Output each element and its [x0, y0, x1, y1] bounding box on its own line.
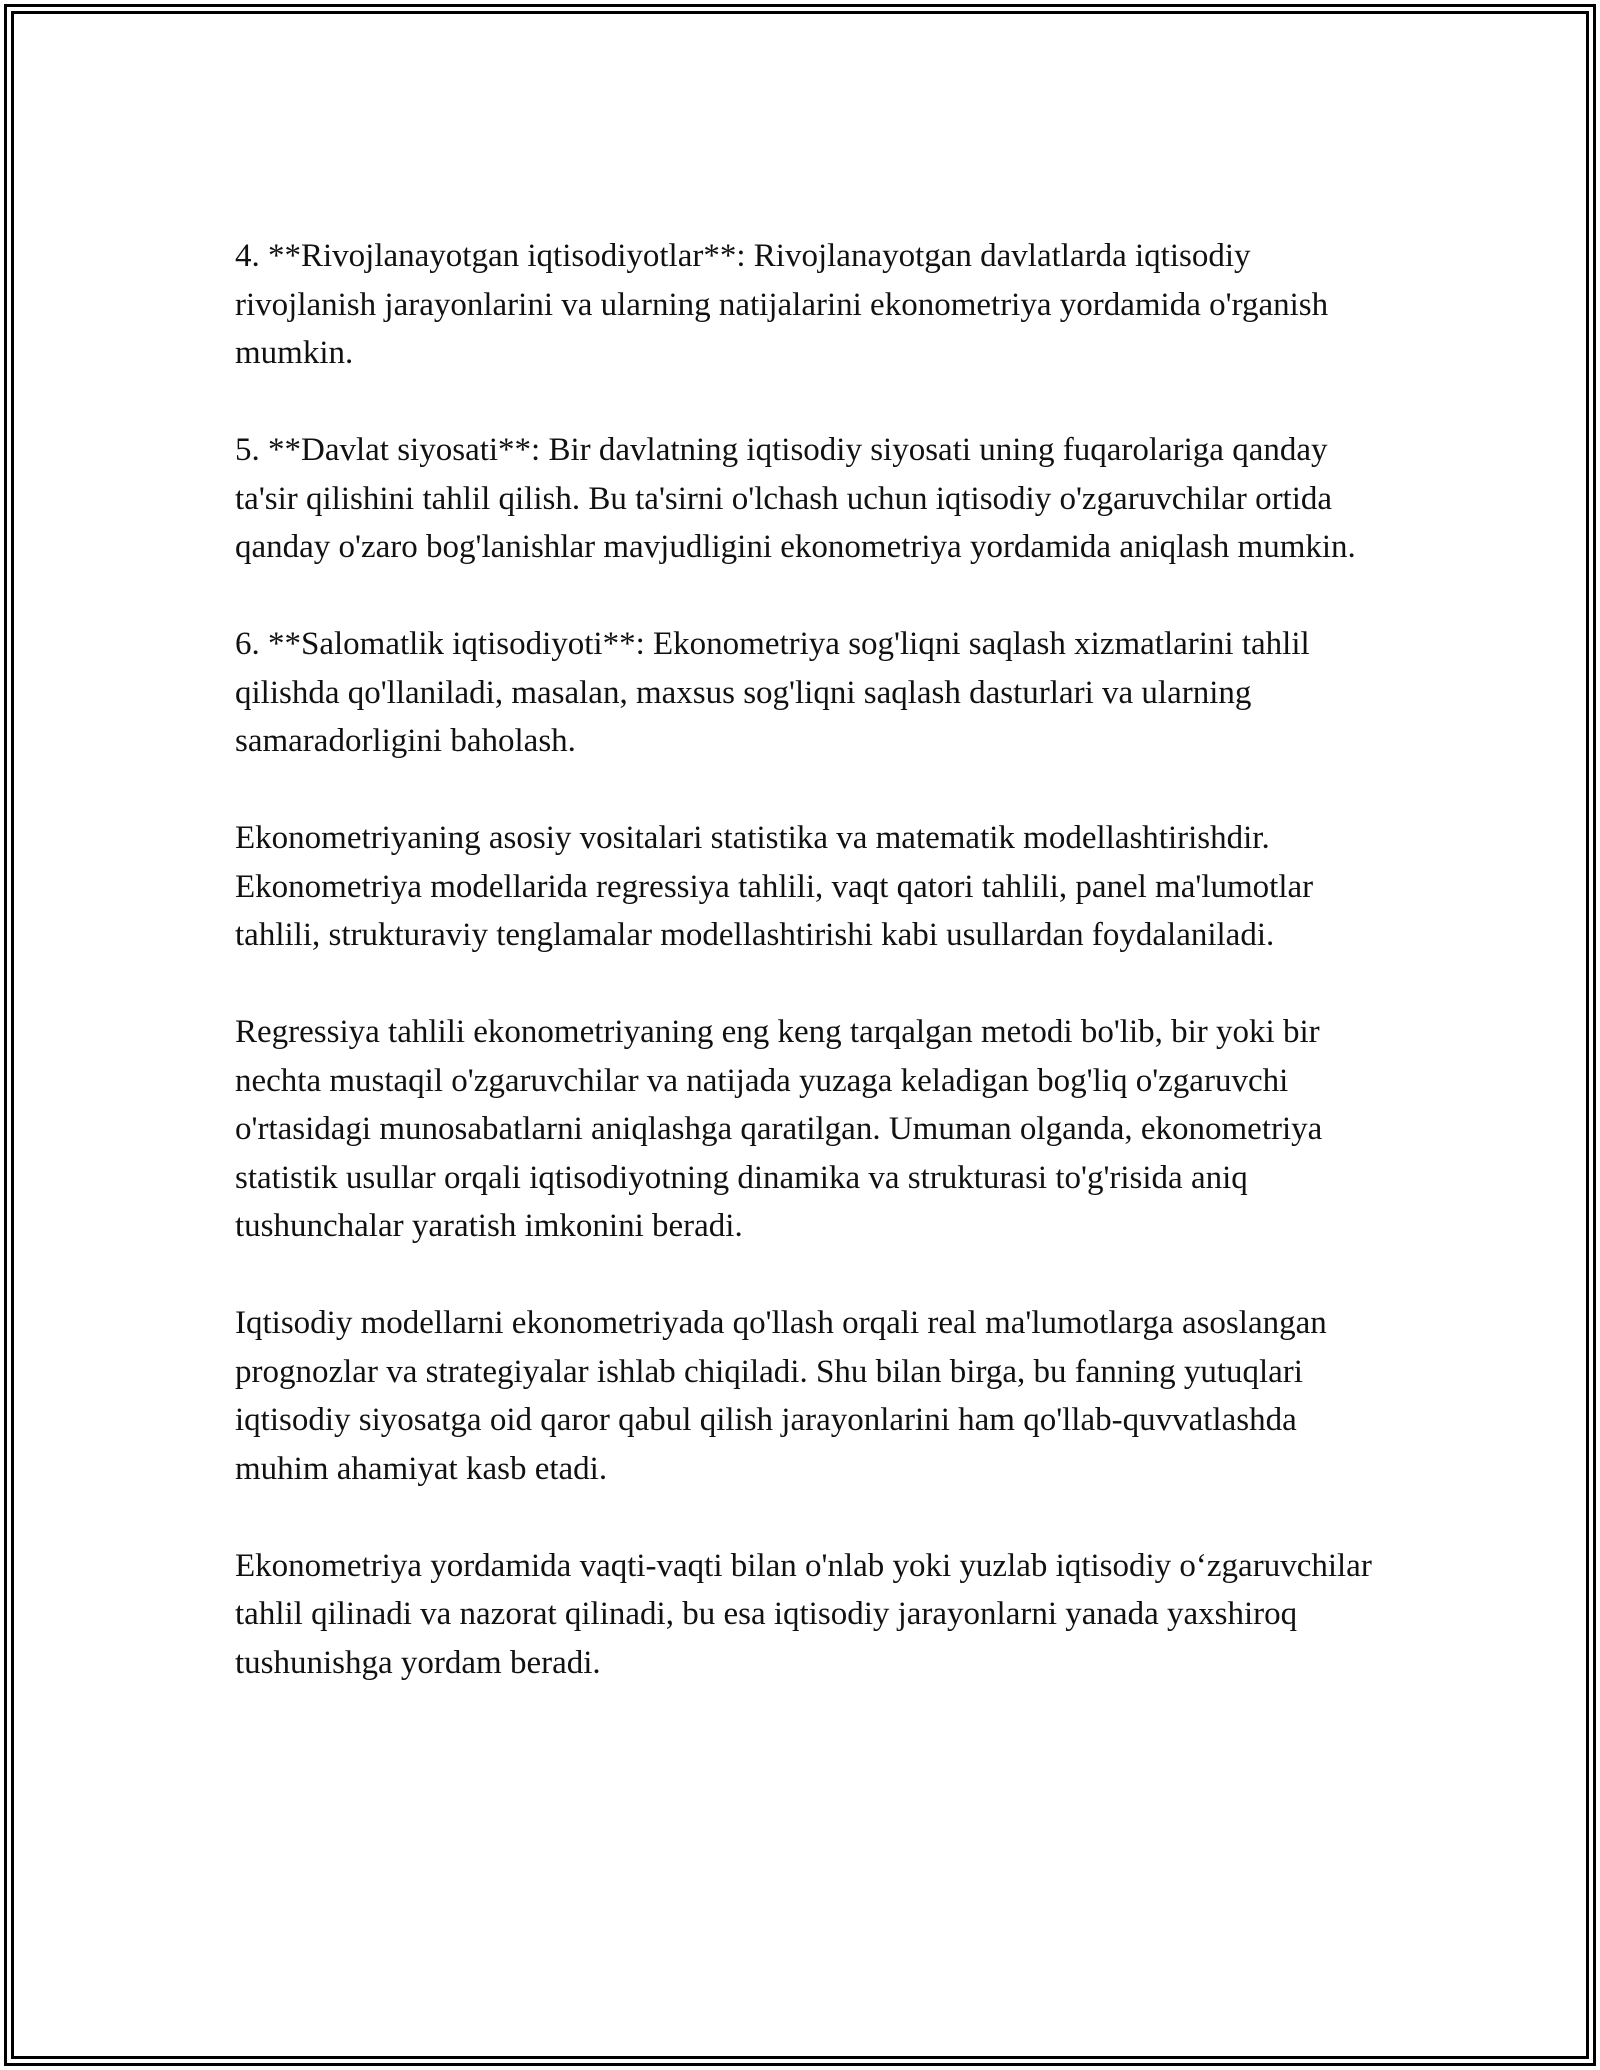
paragraph-state-policy: 5. **Davlat siyosati**: Bir davlatning iqtisodiy siyosati uning fuqarolariga qanday ta'sir qilishini tahlil qilish. Bu ta'sirni o'lchash uchun iqtisodiy o'zgaruvchilar ortida qanday o'zaro bog'lanishlar mavjudligini ekonometriya yordamida aniqlash mumkin. — [235, 432, 1356, 565]
paragraph-developing-economies: 4. **Rivojlanayotgan iqtisodiyotlar**: Rivojlanayotgan davlatlarda iqtisodiy rivojlanish jarayonlarini va ularning natijalarini ekonometriya yordamida o'rganish mumkin. — [235, 238, 1329, 371]
paragraph-health-economics: 6. **Salomatlik iqtisodiyoti**: Ekonometriya sog'liqni saqlash xizmatlarini tahlil qilishda qo'llaniladi, masalan, maxsus sog'liqni saqlash dasturlari va ularning samaradorligini baholash. — [235, 626, 1310, 759]
document-body — [235, 232, 1375, 1736]
paragraph-monitoring-variables: Ekonometriya yordamida vaqti-vaqti bilan o'nlab yoki yuzlab iqtisodiy oʻzgaruvchilar tahlil qilinadi va nazorat qilinadi, bu esa iqtisodiy jarayonlarni yanada yaxshiroq tushunishga yordam beradi. — [235, 1547, 1372, 1681]
paragraph-regression-analysis: Regressiya tahlili ekonometriyaning eng keng tarqalgan metodi bo'lib, bir yoki bir nechta mustaqil o'zgaruvchilar va natijada yuzaga keladigan bog'liq o'zgaruvchi o'rtasidagi munosabatlarni aniqlashga qaratilgan. Umuman olganda, ekonometriya statistik usullar orqali iqtisodiyotning dinamika va strukturasi to'g'risida aniq tushunchalar yaratish imkonini beradi. — [235, 1014, 1323, 1244]
paragraph-econometric-tools: Ekonometriyaning asosiy vositalari statistika va matematik modellashtirishdir. Ekonometriya modellarida regressiya tahlili, vaqt qatori tahlili, panel ma'lumotlar tahlili, strukturaviy tenglamalar modellashtirishi kabi usullardan foydalaniladi. — [235, 820, 1314, 953]
paragraph-applied-models: Iqtisodiy modellarni ekonometriyada qo'llash orqali real ma'lumotlarga asoslangan prognozlar va strategiyalar ishlab chiqiladi. Shu bilan birga, bu fanning yutuqlari iqtisodiy siyosatga oid qaror qabul qilish jarayonlarini ham qo'llab-quvvatlashda muhim ahamiyat kasb etadi. — [235, 1305, 1327, 1487]
